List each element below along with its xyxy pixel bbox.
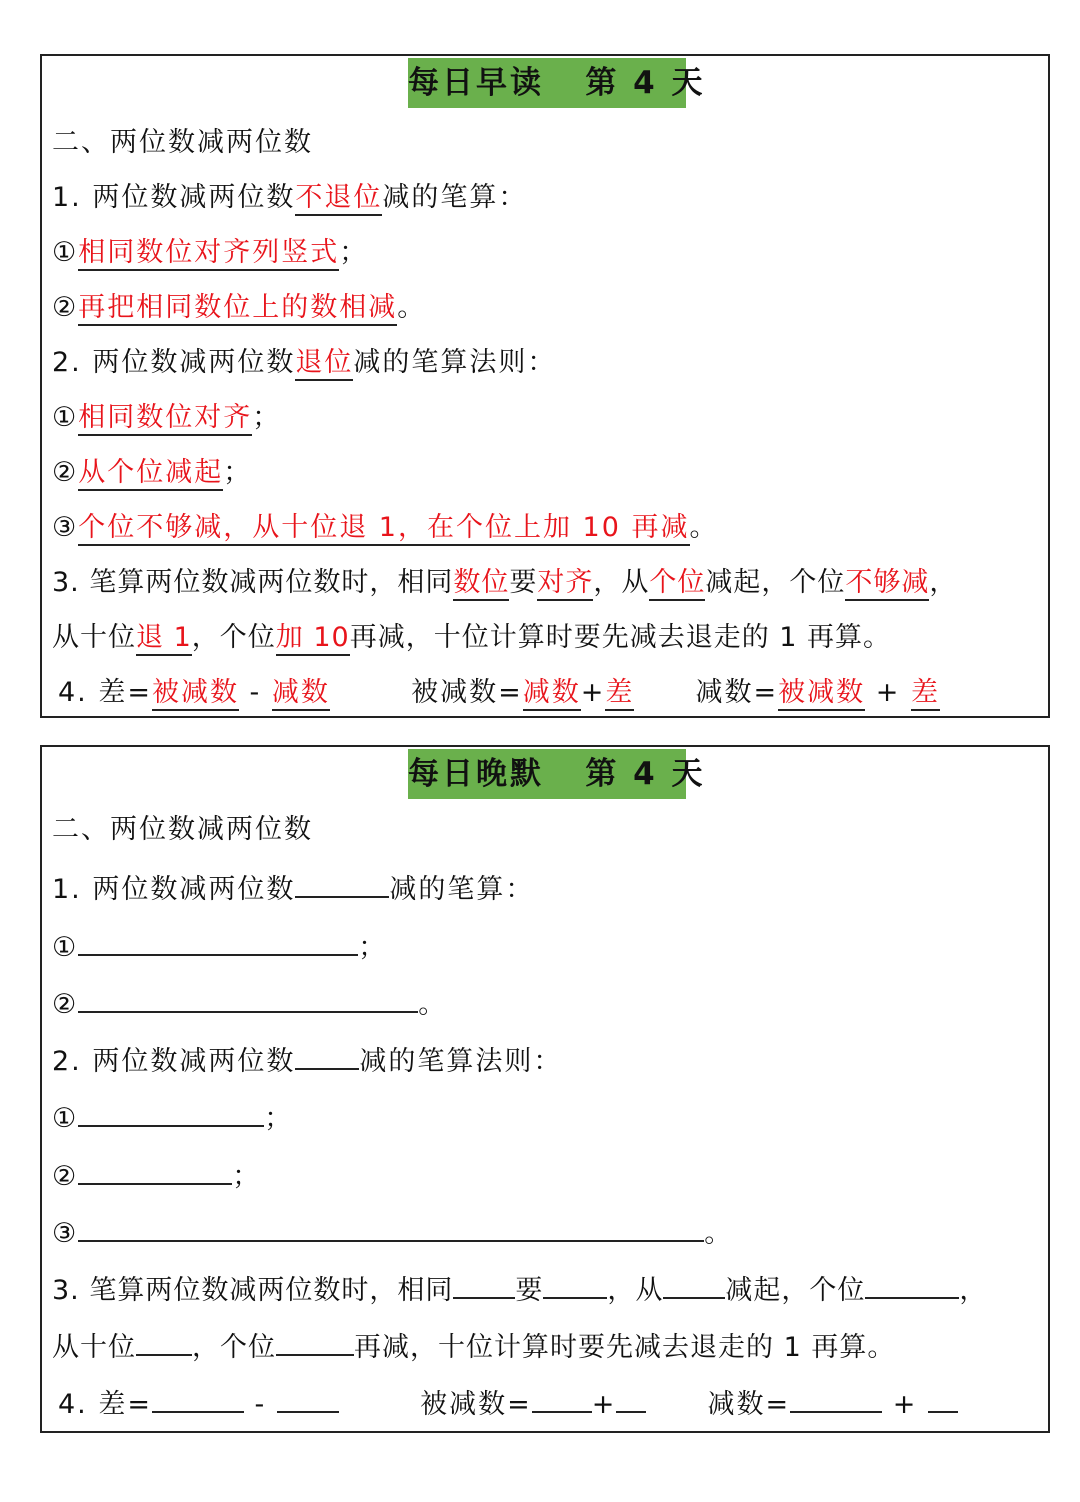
morning-q2: 2. 两位数减两位数退位减的笔算法则：	[52, 346, 556, 380]
answer-blank[interactable]	[78, 928, 358, 956]
answer: 数位	[453, 567, 509, 601]
answer: 再把相同数位上的数相减	[78, 292, 397, 326]
evening-q2-item: ① ；	[52, 1099, 293, 1136]
answer: 相同数位对齐	[78, 402, 252, 436]
evening-q1-item: ① ；	[52, 928, 387, 965]
answer-blank[interactable]	[295, 870, 389, 898]
answer-blank[interactable]	[616, 1385, 646, 1413]
answer-blank[interactable]	[295, 1042, 359, 1070]
evening-section-heading: 二、两位数减两位数	[52, 814, 313, 845]
morning-q3-line1: 3. 笔算两位数减两位数时，相同数位要对齐，从个位减起，个位不够减，	[52, 566, 957, 600]
answer: 被减数	[778, 677, 865, 711]
answer: 差	[911, 677, 940, 711]
answer-blank[interactable]	[277, 1385, 339, 1413]
evening-q3-line2: 从十位 ，个位 再减，十位计算时要先减去退走的 1 再算。	[52, 1328, 895, 1365]
morning-q1-item: ②再把相同数位上的数相减。	[52, 291, 426, 325]
answer: 不退位	[295, 182, 382, 216]
answer-blank[interactable]	[453, 1271, 515, 1299]
morning-q2-item: ③个位不够减，从十位退 1，在个位上加 10 再减。	[52, 511, 719, 545]
answer-blank[interactable]	[78, 1157, 232, 1185]
answer: 相同数位对齐列竖式	[78, 237, 339, 271]
answer-blank[interactable]	[136, 1328, 192, 1356]
morning-q1: 1. 两位数减两位数不退位减的笔算：	[52, 181, 527, 215]
morning-section-heading: 二、两位数减两位数	[52, 127, 313, 158]
morning-q4: 4. 差=被减数 - 减数 被减数=减数+差 减数=被减数 + 差	[58, 676, 940, 710]
morning-q2-item: ②从个位减起；	[52, 456, 252, 490]
evening-q1: 1. 两位数减两位数 减的笔算：	[52, 870, 534, 907]
answer: 不够减	[845, 567, 929, 601]
evening-q2: 2. 两位数减两位数 减的笔算法则：	[52, 1042, 562, 1079]
answer-blank[interactable]	[663, 1271, 725, 1299]
answer-blank[interactable]	[78, 1099, 264, 1127]
answer: 被减数	[152, 677, 239, 711]
answer-blank[interactable]	[152, 1385, 244, 1413]
answer-blank[interactable]	[78, 1214, 704, 1242]
answer-blank[interactable]	[532, 1385, 592, 1413]
morning-title: 每日早读 第 4 天	[408, 58, 686, 108]
morning-reading-card	[40, 54, 1050, 718]
answer: 对齐	[537, 567, 593, 601]
answer-blank[interactable]	[865, 1271, 959, 1299]
answer-blank[interactable]	[928, 1385, 958, 1413]
answer-blank[interactable]	[78, 985, 418, 1013]
answer: 减数	[272, 677, 330, 711]
morning-q3-line2: 从十位退 1，个位加 10再减，十位计算时要先减去退走的 1 再算。	[52, 621, 891, 655]
evening-q3-line1: 3. 笔算两位数减两位数时，相同 要 ，从 减起，个位 ，	[52, 1271, 987, 1308]
answer: 差	[605, 677, 634, 711]
answer: 从个位减起	[78, 457, 223, 491]
answer-blank[interactable]	[790, 1385, 882, 1413]
answer-blank[interactable]	[543, 1271, 607, 1299]
answer: 退 1	[136, 622, 192, 656]
answer: 个位不够减，从十位退 1，在个位上加 10 再减	[78, 512, 689, 546]
answer-blank[interactable]	[276, 1328, 354, 1356]
evening-dictation-card	[40, 745, 1050, 1433]
morning-q1-item: ①相同数位对齐列竖式；	[52, 236, 368, 270]
evening-q4: 4. 差= - 被减数= + 减数= +	[58, 1385, 958, 1422]
answer: 个位	[649, 567, 705, 601]
evening-q2-item: ③ 。	[52, 1214, 733, 1251]
evening-q2-item: ② ；	[52, 1157, 261, 1194]
answer: 减数	[523, 677, 581, 711]
evening-title: 每日晚默 第 4 天	[408, 749, 686, 799]
answer: 退位	[295, 347, 353, 381]
evening-q1-item: ② 。	[52, 985, 447, 1022]
answer: 加 10	[276, 622, 350, 656]
morning-q2-item: ①相同数位对齐；	[52, 401, 281, 435]
